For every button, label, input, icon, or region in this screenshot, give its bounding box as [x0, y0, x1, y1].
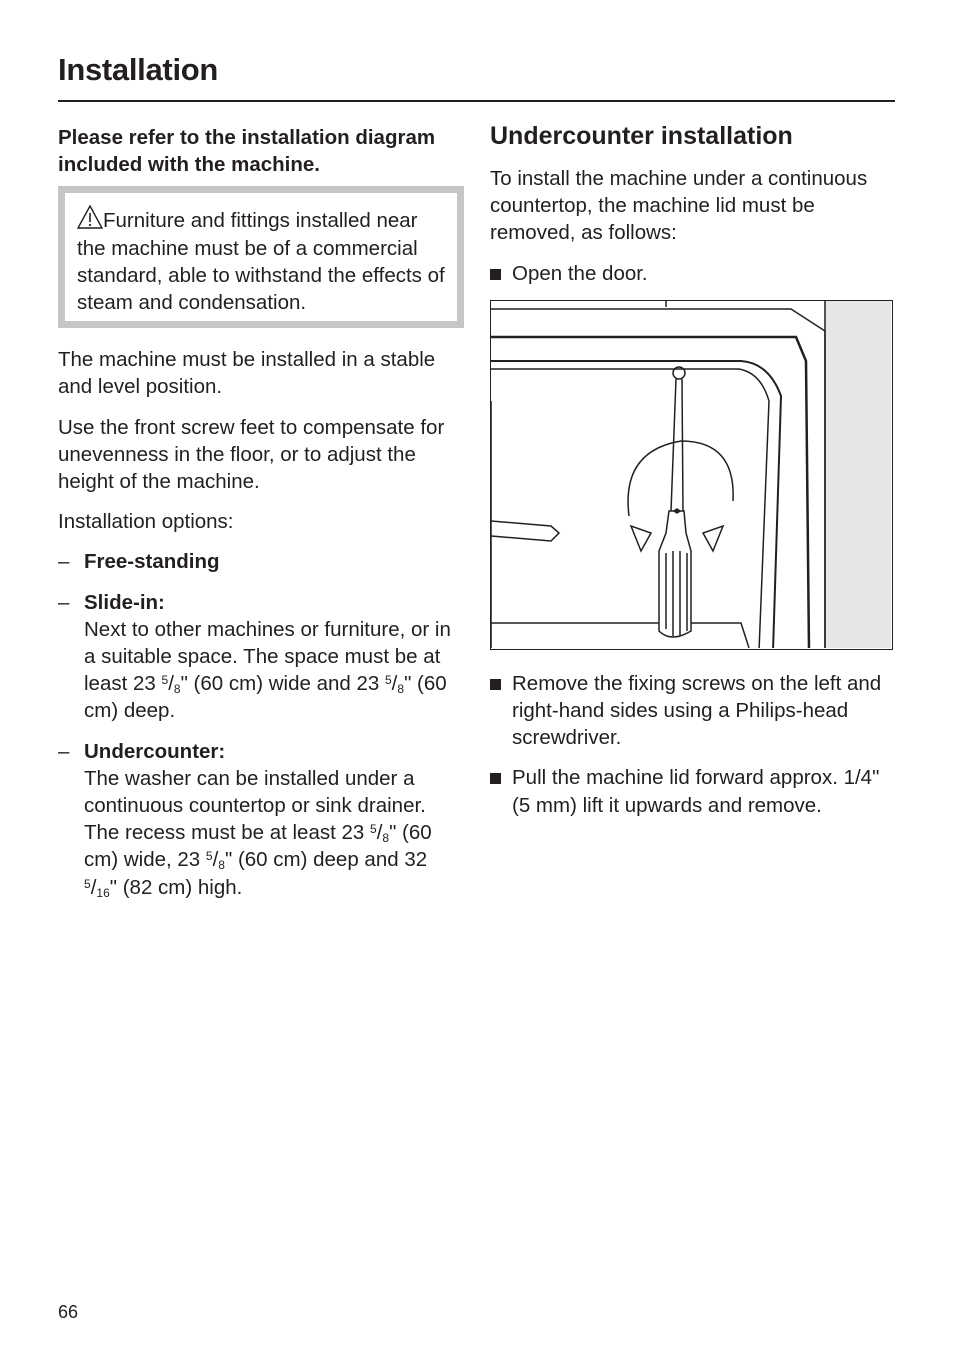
left-column: [58, 124, 464, 914]
option-label: Slide-in:: [84, 590, 165, 614]
screwdriver-illustration: [490, 300, 893, 650]
fraction-denominator: 8: [173, 682, 181, 697]
step-remove-screws: [490, 670, 896, 752]
warning-box: [58, 186, 464, 328]
fraction-denominator: 8: [218, 858, 225, 873]
dash-marker: –: [58, 739, 70, 763]
option-text: " (82 cm) high.: [109, 875, 243, 899]
dash-marker: –: [58, 590, 70, 614]
fraction-numerator: 5: [370, 822, 377, 837]
warning-text: Furniture and fittings installed near the machine must be of a commercial standard, able to withstand the effects of steam and condensation.: [77, 209, 445, 315]
warning-triangle-icon: [77, 205, 103, 229]
option-free-standing: [58, 548, 464, 575]
intro-note: Please refer to the installation diagram included with the machine.: [58, 126, 436, 177]
option-text: " (60 cm) deep and 32: [224, 848, 428, 872]
option-text: The recess must be at least 23: [84, 821, 370, 845]
fraction-slash: /: [90, 875, 97, 899]
paragraph-screw-feet: Use the front screw feet to compensate for unevenness in the floor, or to adjust the height of the machine.: [58, 415, 445, 494]
bullet-square-icon: [490, 269, 501, 280]
page-number: 66: [58, 1302, 79, 1322]
section-intro: To install the machine under a continuous countertop, the machine lid must be removed, as follows:: [490, 167, 868, 245]
fraction-denominator: 8: [382, 831, 390, 846]
bullet-square-icon: [490, 773, 501, 784]
step-pull-lid: [490, 764, 896, 818]
option-label: Undercounter:: [84, 739, 226, 763]
fraction-slash: /: [212, 848, 219, 872]
option-undercounter: [58, 738, 464, 901]
fraction-slash: /: [168, 672, 174, 696]
step-text: Pull the machine lid forward approx. 1/4" (5 mm) lift it upwards and remove.: [512, 766, 880, 817]
paragraph-stable: The machine must be installed in a stable and level position.: [58, 348, 436, 399]
fraction-slash: /: [391, 672, 398, 696]
option-label: Free-standing: [84, 550, 220, 574]
section-heading: Undercounter installation: [490, 122, 793, 150]
right-column: [490, 120, 896, 832]
fraction-denominator: 16: [96, 885, 110, 900]
fraction-numerator: 5: [384, 673, 392, 688]
fraction-slash: /: [376, 821, 383, 845]
option-text: " (60 cm) deep.: [84, 672, 447, 723]
option-text: " (60 cm) wide and 23: [180, 672, 385, 696]
fraction-numerator: 5: [84, 876, 91, 891]
bullet-square-icon: [490, 679, 501, 690]
options-label: Installation options:: [58, 510, 234, 534]
title-rule: [58, 100, 895, 102]
fraction-numerator: 5: [205, 849, 213, 864]
option-text: The washer can be installed under a continuous countertop or sink drainer.: [84, 766, 426, 818]
dash-marker: –: [58, 550, 70, 574]
option-text: " (60 cm) wide, 23: [84, 821, 432, 872]
option-text: Next to other machines or furniture, or in a suitable space. The space must be at least 23: [84, 617, 451, 696]
step-open-door: [490, 260, 896, 287]
fraction-numerator: 5: [161, 673, 169, 688]
step-text: Open the door.: [512, 261, 648, 285]
fraction-denominator: 8: [397, 682, 405, 697]
option-slide-in: [58, 589, 464, 725]
step-text: Remove the fixing screws on the left and right-hand sides using a Philips-head screwdriver.: [512, 671, 882, 750]
page-title: Installation: [58, 52, 219, 87]
